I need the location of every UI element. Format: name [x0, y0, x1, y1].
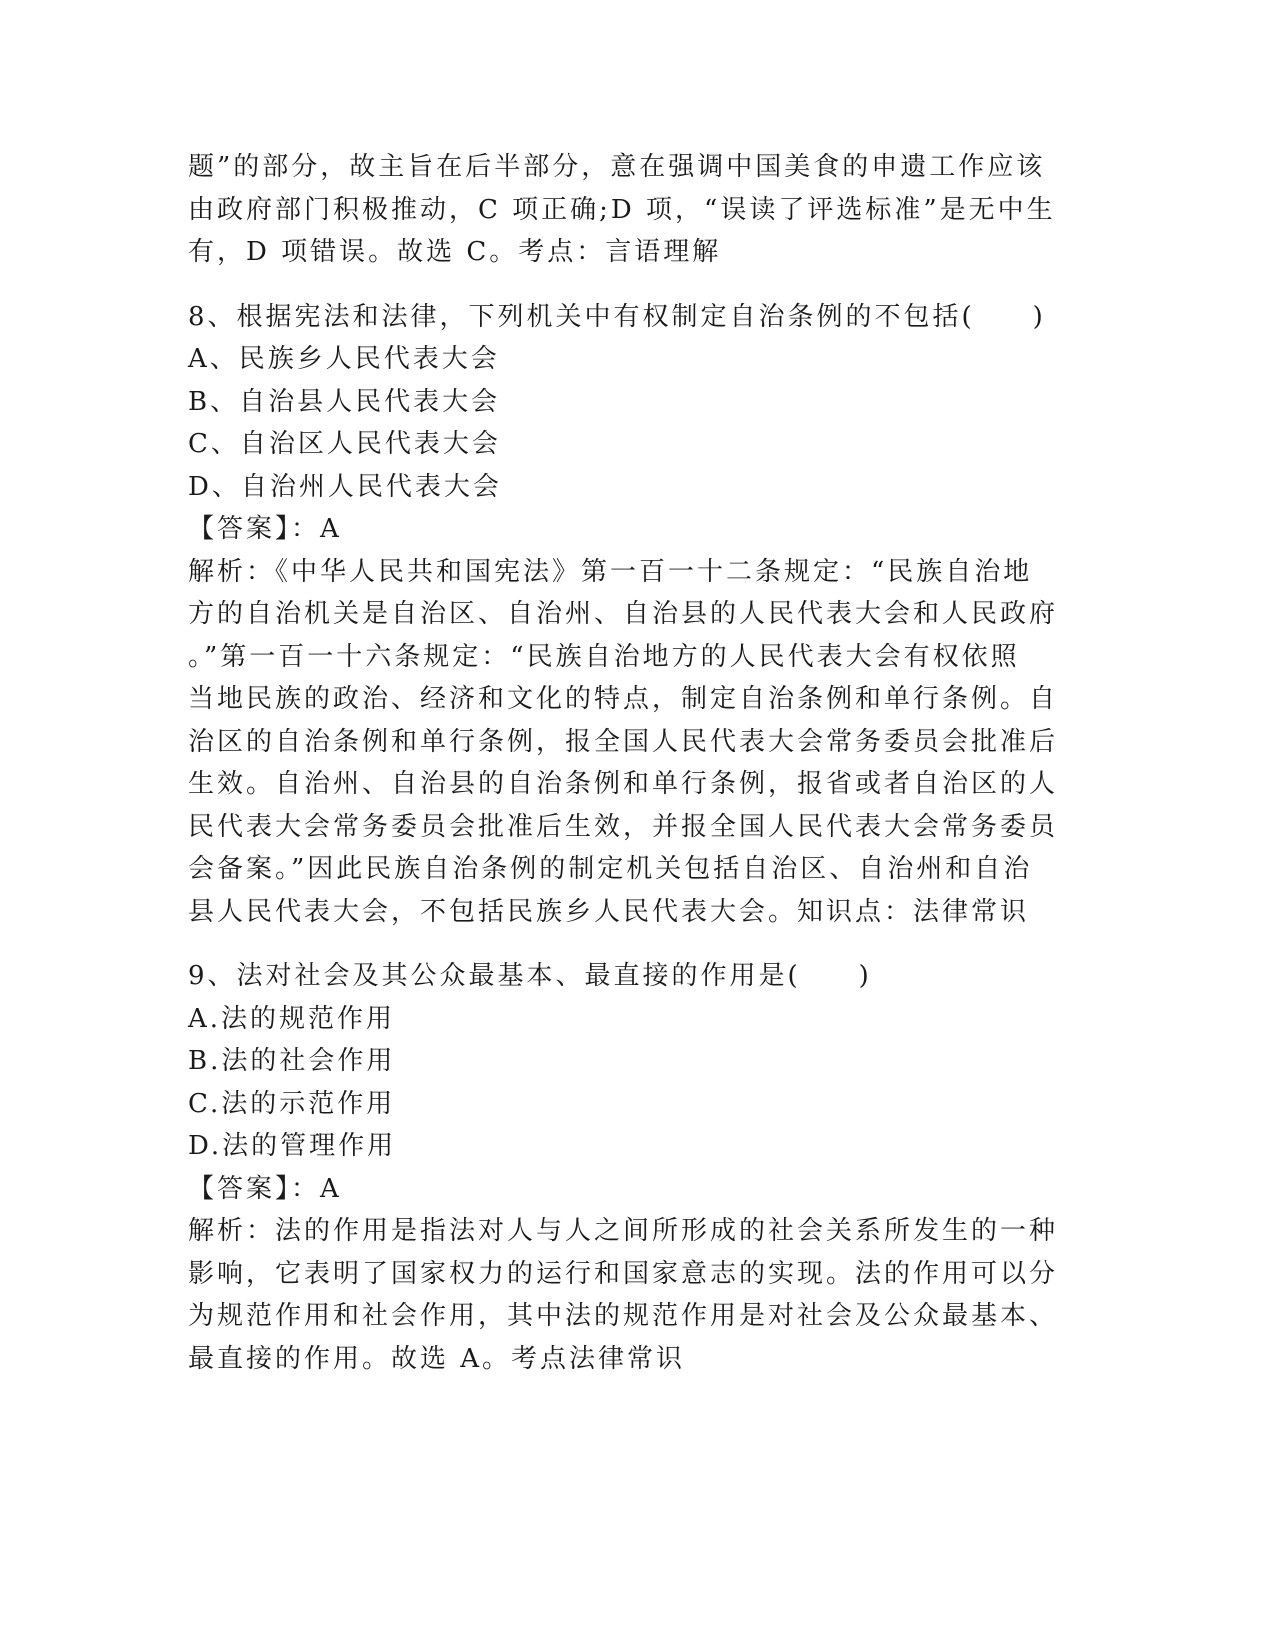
question-9: [188, 955, 1059, 1380]
explanation-line: 影响，它表明了国家权力的运行和国家意志的实现。法的作用可以分: [188, 1258, 1059, 1289]
answer-line: 【答案】：A: [188, 514, 342, 544]
explanation-line: 解析：法的作用是指法对人与人之间所形成的社会关系所发生的一种: [188, 1216, 1059, 1246]
option-c: C.法的示范作用: [188, 1088, 396, 1119]
explanation-line: 由政府部门积极推动，C 项正确;D 项，“误读了评选标准”是无中生: [188, 194, 1056, 225]
explanation-line: 。”第一百一十六条规定：“民族自治地方的人民代表大会有权依照: [188, 641, 1020, 672]
option-d: D.法的管理作用: [188, 1131, 397, 1161]
explanation-line: 会备案。”因此民族自治条例的制定机关包括自治区、自治州和自治: [188, 854, 1033, 884]
option-d: D、自治州人民代表大会: [188, 471, 502, 502]
question-stem: 9、法对社会及其公众最基本、最直接的作用是( ): [188, 961, 872, 991]
explanation-line: 有，D 项错误。故选 C。考点：言语理解: [188, 237, 722, 267]
explanation-line: 民代表大会常务委员会批准后生效，并报全国人民代表大会常务委员: [188, 811, 1059, 842]
explanation-line: 题”的部分，故主旨在后半部分，意在强调中国美食的申遗工作应该: [188, 152, 1046, 182]
explanation-line: 解析：《中华人民共和国宪法》第一百一十二条规定：“民族自治地: [188, 556, 1033, 587]
explanation-line: 方的自治机关是自治区、自治州、自治县的人民代表大会和人民政府: [188, 599, 1059, 629]
option-b: B.法的社会作用: [188, 1046, 396, 1076]
question-stem: 8、根据宪法和法律，下列机关中有权制定自治条例的不包括( ): [188, 301, 1046, 332]
previous-explanation: [188, 146, 1056, 274]
option-a: A.法的规范作用: [188, 1003, 396, 1034]
explanation-line: 县人民代表大会，不包括民族乡人民代表大会。知识点：法律常识: [188, 896, 1030, 927]
explanation-line: 当地民族的政治、经济和文化的特点，制定自治条例和单行条例。自: [188, 684, 1059, 714]
explanation-line: 最直接的作用。故选 A。考点法律常识: [188, 1343, 686, 1374]
explanation-line: 为规范作用和社会作用，其中法的规范作用是对社会及公众最基本、: [188, 1301, 1059, 1331]
spacer: [188, 933, 1048, 955]
option-b: B、自治县人民代表大会: [188, 386, 501, 417]
answer-line: 【答案】：A: [188, 1173, 342, 1204]
explanation-line: 生效。自治州、自治县的自治条例和单行条例，报省或者自治区的人: [188, 769, 1059, 799]
question-8: [188, 296, 1059, 934]
document-body: [188, 146, 1059, 1380]
option-a: A、民族乡人民代表大会: [188, 344, 500, 374]
spacer: [188, 274, 1048, 296]
explanation-line: 治区的自治条例和单行条例，报全国人民代表大会常务委员会批准后: [188, 726, 1059, 757]
option-c: C、自治区人民代表大会: [188, 429, 501, 459]
